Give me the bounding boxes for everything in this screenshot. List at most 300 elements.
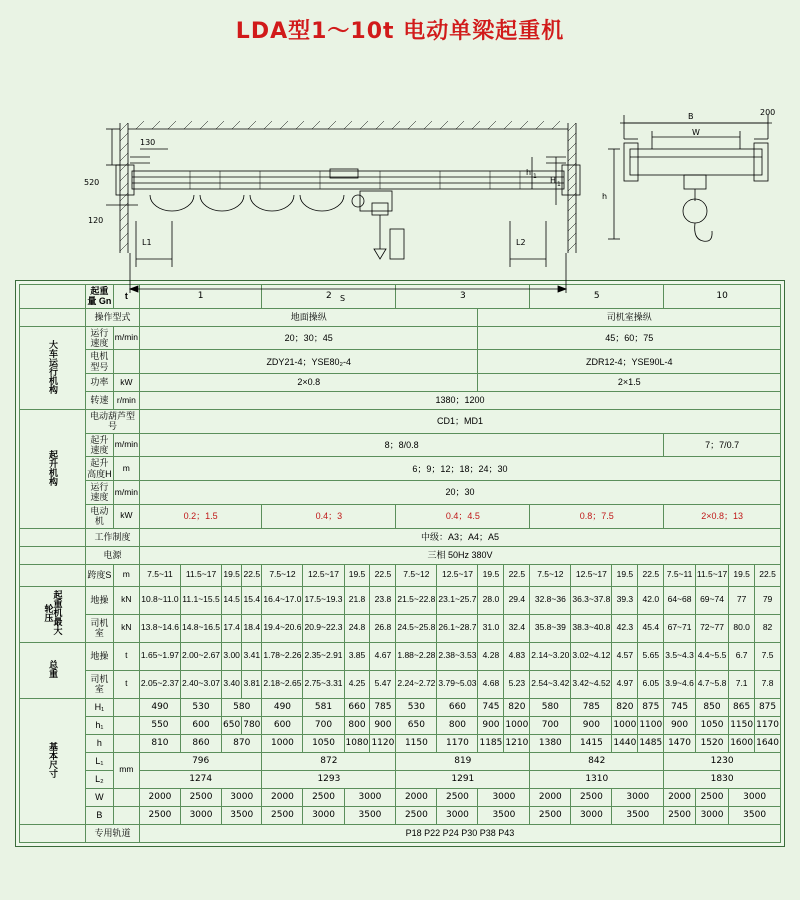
wc-10-d: 82 <box>755 614 781 642</box>
svg-text:L1: L1 <box>142 238 152 247</box>
span-10-b: 11.5~17 <box>695 564 728 586</box>
span-10-d: 22.5 <box>755 564 781 586</box>
weight-ground-label: 地操 <box>86 642 114 670</box>
svg-text:120: 120 <box>88 216 104 225</box>
L2-v3: 1310 <box>530 770 664 788</box>
W-2-a: 2000 <box>262 788 303 806</box>
operation-cab: 司机室操纵 <box>478 308 781 326</box>
wc-5-a: 35.8~39 <box>530 614 571 642</box>
W-10-c: 3000 <box>729 788 781 806</box>
table-row-power-supply <box>20 546 781 564</box>
wg-10-c: 77 <box>729 586 755 614</box>
power-label: 功率 <box>86 374 114 392</box>
tc-1-c: 3.40 <box>222 670 242 698</box>
wg-1-b: 11.1~15.5 <box>180 586 221 614</box>
tc-3-d: 5.23 <box>504 670 530 698</box>
power-cab: 2×1.5 <box>478 374 781 392</box>
tg-3-d: 4.83 <box>504 642 530 670</box>
wg-5-c: 39.3 <box>612 586 638 614</box>
L1-v1: 872 <box>262 752 396 770</box>
span-10-c: 19.5 <box>729 564 755 586</box>
H1-v16: 850 <box>695 698 728 716</box>
H1-v8: 660 <box>437 698 478 716</box>
h1-v1: 600 <box>180 716 221 734</box>
rail-label: 专用轨道 <box>86 824 140 842</box>
wheel-cab-unit: kN <box>113 614 139 642</box>
L2-label: L₂ <box>86 770 114 788</box>
span-5-c: 19.5 <box>612 564 638 586</box>
B-3-b: 3000 <box>437 806 478 824</box>
hoist-motor-10: 2×0.8；13 <box>664 504 781 528</box>
wg-1-d: 15.4 <box>242 586 262 614</box>
h1-v5: 700 <box>303 716 344 734</box>
H1-v17: 865 <box>729 698 755 716</box>
table-row-travel-speed <box>20 326 781 350</box>
W-1-b: 2500 <box>180 788 221 806</box>
B-1-a: 2500 <box>139 806 180 824</box>
h1-v19: 1170 <box>755 716 781 734</box>
table-row-rpm <box>20 392 781 410</box>
h-v2: 870 <box>222 734 262 752</box>
h1-v7: 900 <box>370 716 396 734</box>
spacer-cell <box>20 285 86 309</box>
B-5-b: 3000 <box>571 806 612 824</box>
power-supply-value: 三相 50Hz 380V <box>139 546 780 564</box>
tc-10-c: 7.1 <box>729 670 755 698</box>
h1-v18: 1150 <box>729 716 755 734</box>
duty-value: 中级：A3；A4；A5 <box>139 528 780 546</box>
tg-3-b: 2.38~3.53 <box>437 642 478 670</box>
wc-5-b: 38.3~40.8 <box>571 614 612 642</box>
L2-v2: 1291 <box>396 770 530 788</box>
wc-2-c: 24.8 <box>344 614 370 642</box>
table-row-B <box>20 806 781 824</box>
capacity-1: 1 <box>139 285 262 309</box>
tg-1-a: 1.65~1.97 <box>139 642 180 670</box>
lift-height-value: 6；9；12；18；24；30 <box>139 457 780 481</box>
h1-v12: 700 <box>530 716 571 734</box>
tg-10-c: 6.7 <box>729 642 755 670</box>
H1-v15: 745 <box>664 698 696 716</box>
trolley-speed-label: 运行速度 <box>86 481 114 505</box>
group-wheel-label: 起重机最大轮压 <box>43 590 63 636</box>
L1-v2: 819 <box>396 752 530 770</box>
H1-v1: 530 <box>180 698 221 716</box>
h1-v6: 800 <box>344 716 370 734</box>
tc-2-d: 5.47 <box>370 670 396 698</box>
group-basic-dimensions <box>20 698 86 824</box>
H1-v13: 820 <box>612 698 638 716</box>
svg-text:W: W <box>692 128 700 137</box>
weight-cab-unit: t <box>113 670 139 698</box>
table-row-h <box>20 734 781 752</box>
table-row-h1 <box>20 716 781 734</box>
table-row-wheel-ground <box>20 586 781 614</box>
span-2-c: 19.5 <box>344 564 370 586</box>
lift-speed-label: 起升速度 <box>86 433 114 457</box>
H1-v9: 745 <box>478 698 504 716</box>
B-10-c: 3500 <box>729 806 781 824</box>
svg-text:1: 1 <box>533 173 537 180</box>
h1-v9: 800 <box>437 716 478 734</box>
rpm-value: 1380；1200 <box>139 392 780 410</box>
span-1-d: 22.5 <box>242 564 262 586</box>
h1-v2: 650 <box>222 716 242 734</box>
span-5-a: 7.5~12 <box>530 564 571 586</box>
h-v11: 1380 <box>530 734 571 752</box>
wheel-cab-label: 司机室 <box>86 614 114 642</box>
h-v5: 1080 <box>344 734 370 752</box>
group-hoist-mechanism <box>20 410 86 528</box>
group-travel-label: 大车运行机构 <box>48 339 58 394</box>
W-10-b: 2500 <box>695 788 728 806</box>
H1-v18: 875 <box>755 698 781 716</box>
table-row-motor-model <box>20 350 781 374</box>
L2-v1: 1293 <box>262 770 396 788</box>
spacer-cell <box>20 564 86 586</box>
W-unit <box>113 788 139 806</box>
tc-2-a: 2.18~2.65 <box>262 670 303 698</box>
wg-2-c: 21.8 <box>344 586 370 614</box>
wg-10-d: 79 <box>755 586 781 614</box>
span-3-a: 7.5~12 <box>396 564 437 586</box>
h1-v16: 900 <box>664 716 696 734</box>
h1-v14: 1000 <box>612 716 638 734</box>
power-unit: kW <box>113 374 139 392</box>
tc-10-d: 7.8 <box>755 670 781 698</box>
hoist-motor-1: 0.2；1.5 <box>139 504 262 528</box>
spec-table <box>19 284 781 843</box>
tc-5-c: 4.97 <box>612 670 638 698</box>
wc-2-d: 26.8 <box>370 614 396 642</box>
tc-1-d: 3.81 <box>242 670 262 698</box>
tc-2-b: 2.75~3.31 <box>303 670 344 698</box>
tc-10-b: 4.7~5.8 <box>695 670 728 698</box>
trolley-speed-unit: m/min <box>113 481 139 505</box>
h1-unit <box>113 716 139 734</box>
travel-speed-cab: 45；60；75 <box>478 326 781 350</box>
rpm-label: 转速 <box>86 392 114 410</box>
tg-10-b: 4.4~5.5 <box>695 642 728 670</box>
spacer-cell <box>20 308 86 326</box>
svg-text:h: h <box>526 168 532 177</box>
tc-1-a: 2.05~2.37 <box>139 670 180 698</box>
B-label: B <box>86 806 114 824</box>
H1-v7: 530 <box>396 698 437 716</box>
spacer-cell <box>20 546 86 564</box>
travel-speed-unit: m/min <box>113 326 139 350</box>
wg-5-d: 42.0 <box>638 586 664 614</box>
hoist-motor-2: 0.4；3 <box>262 504 396 528</box>
motor-model-label: 电机型号 <box>86 350 114 374</box>
duty-label: 工作制度 <box>86 528 140 546</box>
spacer-cell <box>20 824 86 842</box>
tg-10-d: 7.5 <box>755 642 781 670</box>
span-1-a: 7.5~11 <box>139 564 180 586</box>
tc-1-b: 2.40~3.07 <box>180 670 221 698</box>
B-5-c: 3500 <box>612 806 664 824</box>
h-v15: 1470 <box>664 734 696 752</box>
h-v16: 1520 <box>695 734 728 752</box>
table-row-lift-height <box>20 457 781 481</box>
dims-unit: mm <box>113 752 139 788</box>
tg-2-c: 3.85 <box>344 642 370 670</box>
capacity-unit: t <box>113 285 139 309</box>
table-row-weight-cab <box>20 670 781 698</box>
lift-height-unit: m <box>113 457 139 481</box>
h-v6: 1120 <box>370 734 396 752</box>
table-row-W <box>20 788 781 806</box>
B-3-a: 2500 <box>396 806 437 824</box>
wc-5-c: 42.3 <box>612 614 638 642</box>
H1-v5: 660 <box>344 698 370 716</box>
capacity-3: 3 <box>396 285 530 309</box>
h-unit <box>113 734 139 752</box>
H1-v2: 580 <box>222 698 262 716</box>
lift-speed-b: 7；7/0.7 <box>664 433 781 457</box>
motor-model-ground: ZDY21-4；YSE80₂-4 <box>139 350 478 374</box>
wg-2-b: 17.5~19.3 <box>303 586 344 614</box>
span-10-a: 7.5~11 <box>664 564 696 586</box>
span-2-b: 12.5~17 <box>303 564 344 586</box>
tg-10-a: 3.5~4.3 <box>664 642 696 670</box>
wc-3-d: 32.4 <box>504 614 530 642</box>
table-row-hoist-motor <box>20 504 781 528</box>
lift-height-label: 起升高度H <box>87 458 112 479</box>
group-hoist-label: 起升机构 <box>48 449 58 486</box>
capacity-10: 10 <box>664 285 781 309</box>
wg-3-a: 21.5~22.8 <box>396 586 437 614</box>
span-5-b: 12.5~17 <box>571 564 612 586</box>
span-3-d: 22.5 <box>504 564 530 586</box>
h-v7: 1150 <box>396 734 437 752</box>
W-3-b: 2500 <box>437 788 478 806</box>
group-wheel-pressure <box>20 586 86 642</box>
wheel-ground-unit: kN <box>113 586 139 614</box>
wg-3-d: 29.4 <box>504 586 530 614</box>
wg-3-c: 28.0 <box>478 586 504 614</box>
table-row-rail <box>20 824 781 842</box>
table-row-power <box>20 374 781 392</box>
tg-3-a: 1.88~2.28 <box>396 642 437 670</box>
hoist-motor-label: 电动机 <box>86 504 114 528</box>
h-label: h <box>86 734 114 752</box>
tc-3-b: 3.79~5.03 <box>437 670 478 698</box>
table-row-lift-speed <box>20 433 781 457</box>
table-row-span <box>20 564 781 586</box>
W-5-c: 3000 <box>612 788 664 806</box>
power-ground: 2×0.8 <box>139 374 478 392</box>
tg-3-c: 4.28 <box>478 642 504 670</box>
wg-5-b: 36.3~37.8 <box>571 586 612 614</box>
wg-2-d: 23.8 <box>370 586 396 614</box>
W-3-c: 3000 <box>478 788 530 806</box>
wc-10-c: 80.0 <box>729 614 755 642</box>
tg-2-d: 4.67 <box>370 642 396 670</box>
W-2-b: 2500 <box>303 788 344 806</box>
svg-text:200: 200 <box>760 108 776 117</box>
travel-speed-label: 运行速度 <box>86 326 114 350</box>
B-2-a: 2500 <box>262 806 303 824</box>
capacity-2: 2 <box>262 285 396 309</box>
tg-1-d: 3.41 <box>242 642 262 670</box>
group-dims-label: 基本尺寸 <box>48 741 58 778</box>
operation-label: 操作型式 <box>86 308 140 326</box>
tc-3-c: 4.68 <box>478 670 504 698</box>
operation-ground: 地面操纵 <box>139 308 478 326</box>
B-1-b: 3000 <box>180 806 221 824</box>
span-3-c: 19.5 <box>478 564 504 586</box>
wc-2-b: 20.9~22.3 <box>303 614 344 642</box>
table-row-wheel-cab <box>20 614 781 642</box>
H1-label: H₁ <box>86 698 114 716</box>
table-row-duty <box>20 528 781 546</box>
span-2-d: 22.5 <box>370 564 396 586</box>
L1-v4: 1230 <box>664 752 781 770</box>
H1-v11: 580 <box>530 698 571 716</box>
wc-10-b: 72~77 <box>695 614 728 642</box>
W-10-a: 2000 <box>664 788 696 806</box>
spacer-cell <box>20 528 86 546</box>
H1-v4: 581 <box>303 698 344 716</box>
tg-2-a: 1.78~2.26 <box>262 642 303 670</box>
wc-1-a: 13.8~14.6 <box>139 614 180 642</box>
h1-v3: 780 <box>242 716 262 734</box>
B-10-a: 2500 <box>664 806 696 824</box>
tc-5-d: 6.05 <box>638 670 664 698</box>
weight-ground-unit: t <box>113 642 139 670</box>
B-5-a: 2500 <box>530 806 571 824</box>
span-label: 跨度S <box>86 564 114 586</box>
L1-v0: 796 <box>139 752 262 770</box>
table-row-trolley-speed <box>20 481 781 505</box>
wc-3-a: 24.5~25.8 <box>396 614 437 642</box>
wc-10-a: 67~71 <box>664 614 696 642</box>
lift-speed-unit: m/min <box>113 433 139 457</box>
W-3-a: 2000 <box>396 788 437 806</box>
span-3-b: 12.5~17 <box>437 564 478 586</box>
wg-10-b: 69~74 <box>695 586 728 614</box>
h-v18: 1640 <box>755 734 781 752</box>
travel-speed-ground: 20；30；45 <box>139 326 478 350</box>
wc-2-a: 19.4~20.6 <box>262 614 303 642</box>
h1-label: h₁ <box>86 716 114 734</box>
H1-v3: 490 <box>262 698 303 716</box>
hoist-motor-unit: kW <box>113 504 139 528</box>
svg-text:520: 520 <box>84 178 100 187</box>
L2-v4: 1830 <box>664 770 781 788</box>
H1-unit <box>113 698 139 716</box>
h-v4: 1050 <box>303 734 344 752</box>
tg-5-b: 3.02~4.12 <box>571 642 612 670</box>
group-total-weight <box>20 642 86 698</box>
table-row-operation <box>20 308 781 326</box>
tc-10-a: 3.9~4.6 <box>664 670 696 698</box>
B-unit <box>113 806 139 824</box>
span-1-b: 11.5~17 <box>180 564 221 586</box>
table-row-weight-ground <box>20 642 781 670</box>
wc-3-b: 26.1~28.7 <box>437 614 478 642</box>
B-2-c: 3500 <box>344 806 396 824</box>
rail-value: P18 P22 P24 P30 P38 P43 <box>139 824 780 842</box>
W-5-b: 2500 <box>571 788 612 806</box>
h1-v17: 1050 <box>695 716 728 734</box>
tg-1-c: 3.00 <box>222 642 242 670</box>
tg-5-d: 5.65 <box>638 642 664 670</box>
tc-5-b: 3.42~4.52 <box>571 670 612 698</box>
capacity-label: 起重量 Gn <box>87 286 112 307</box>
h-v1: 860 <box>180 734 221 752</box>
svg-text:130: 130 <box>140 138 156 147</box>
H1-v10: 820 <box>504 698 530 716</box>
hoist-motor-3: 0.4；4.5 <box>396 504 530 528</box>
tg-2-b: 2.35~2.91 <box>303 642 344 670</box>
table-row-H1 <box>20 698 781 716</box>
W-2-c: 3000 <box>344 788 396 806</box>
h-v14: 1485 <box>638 734 664 752</box>
tc-5-a: 2.54~3.42 <box>530 670 571 698</box>
B-1-c: 3500 <box>222 806 262 824</box>
lift-speed-a: 8；8/0.8 <box>139 433 663 457</box>
hoist-motor-5: 0.8；7.5 <box>530 504 664 528</box>
h-v3: 1000 <box>262 734 303 752</box>
wg-1-c: 14.5 <box>222 586 242 614</box>
svg-text:H: H <box>550 176 557 185</box>
tg-1-b: 2.00~2.67 <box>180 642 221 670</box>
capacity-5: 5 <box>530 285 664 309</box>
L1-label: L₁ <box>86 752 114 770</box>
wg-5-a: 32.8~36 <box>530 586 571 614</box>
svg-text:L2: L2 <box>516 238 526 247</box>
h1-v4: 600 <box>262 716 303 734</box>
h-v17: 1600 <box>729 734 755 752</box>
group-weight-label: 总重 <box>48 659 58 678</box>
wc-5-d: 45.4 <box>638 614 664 642</box>
span-1-c: 19.5 <box>222 564 242 586</box>
wc-1-d: 18.4 <box>242 614 262 642</box>
span-5-d: 22.5 <box>638 564 664 586</box>
H1-v14: 875 <box>638 698 664 716</box>
B-10-b: 3000 <box>695 806 728 824</box>
group-travel-mechanism <box>20 326 86 409</box>
hoist-model-value: CD1；MD1 <box>139 410 780 434</box>
span-2-a: 7.5~12 <box>262 564 303 586</box>
W-label: W <box>86 788 114 806</box>
h-v12: 1415 <box>571 734 612 752</box>
span-unit: m <box>113 564 139 586</box>
tc-2-c: 4.25 <box>344 670 370 698</box>
motor-model-unit <box>113 350 139 374</box>
wc-1-b: 14.8~16.5 <box>180 614 221 642</box>
H1-v0: 490 <box>139 698 180 716</box>
rpm-unit: r/min <box>113 392 139 410</box>
W-1-c: 3000 <box>222 788 262 806</box>
table-row-hoist-model <box>20 410 781 434</box>
L1-v3: 842 <box>530 752 664 770</box>
svg-text:h: h <box>602 192 608 201</box>
wc-1-c: 17.4 <box>222 614 242 642</box>
motor-model-cab: ZDR12-4；YSE90L-4 <box>478 350 781 374</box>
h1-v0: 550 <box>139 716 180 734</box>
W-5-a: 2000 <box>530 788 571 806</box>
svg-text:S: S <box>340 294 346 303</box>
tg-5-c: 4.57 <box>612 642 638 670</box>
h1-v10: 900 <box>478 716 504 734</box>
tg-5-a: 2.14~3.20 <box>530 642 571 670</box>
h1-v11: 1000 <box>504 716 530 734</box>
spec-table-container <box>15 280 785 847</box>
h-v9: 1185 <box>478 734 504 752</box>
